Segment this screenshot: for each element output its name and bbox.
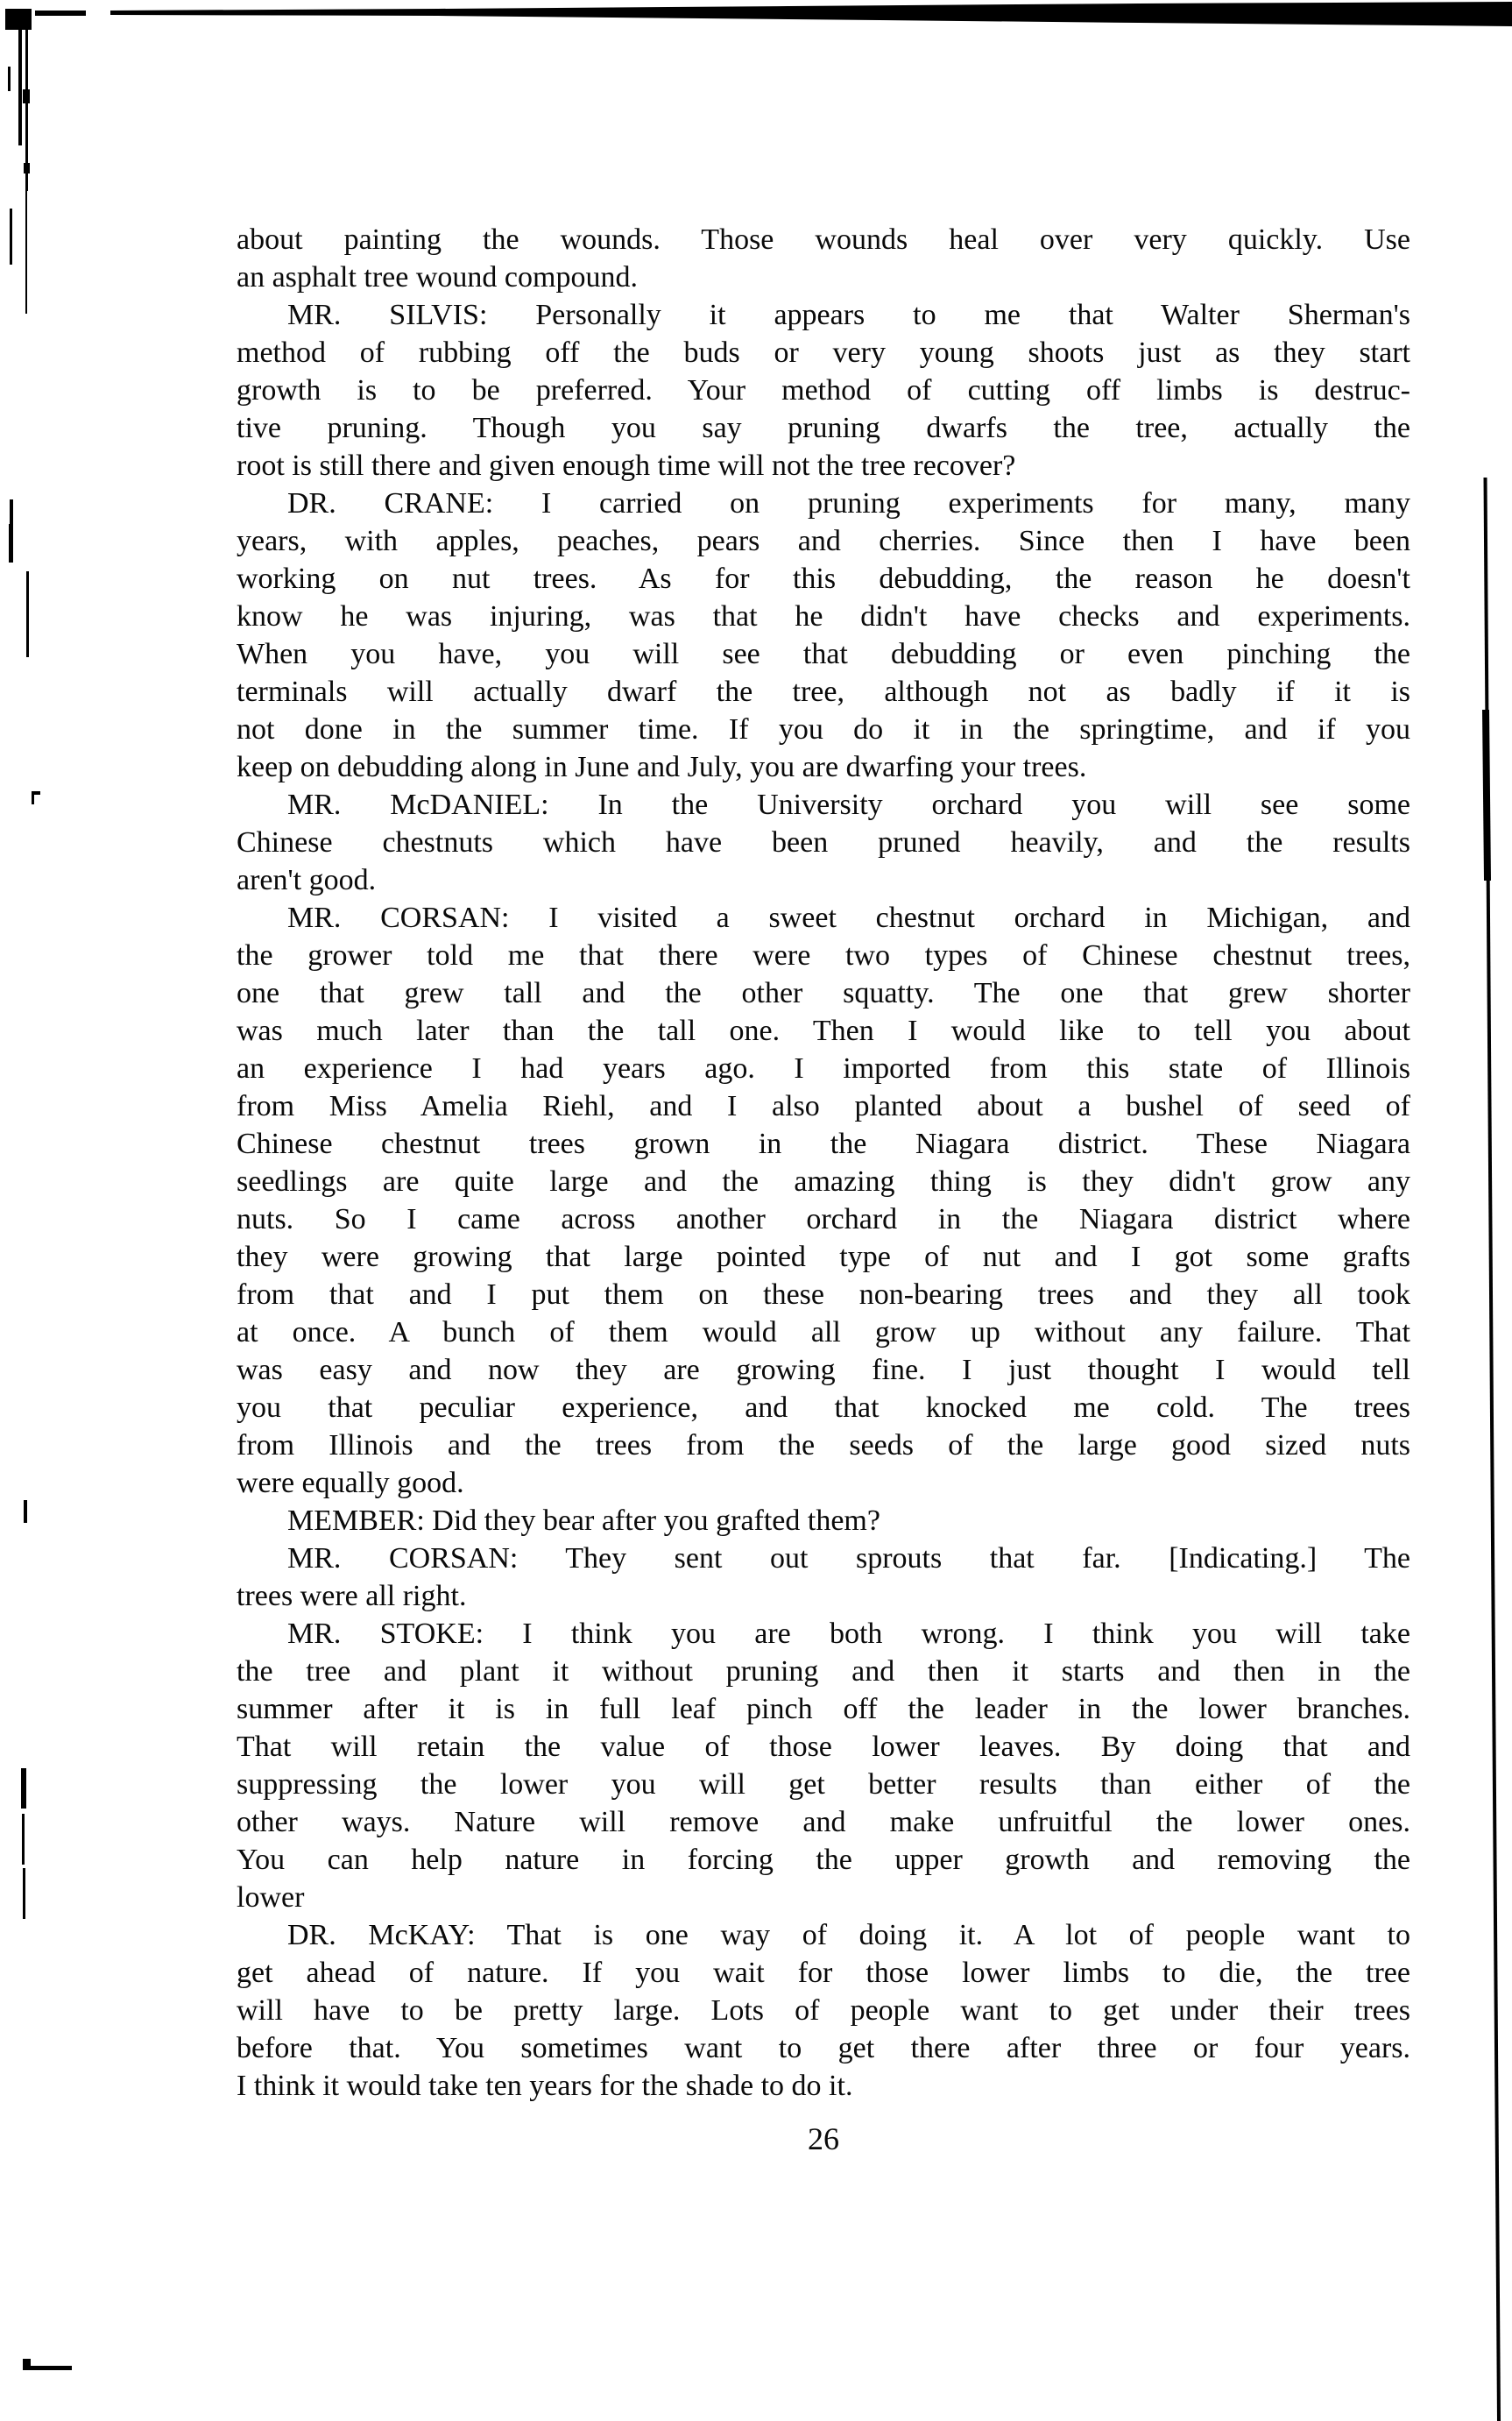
text-line: lower [237, 1881, 305, 1914]
text-line: Chinese chestnut trees grown in the Niagara district. These Niagara [237, 1128, 1410, 1160]
text-line: DR. CRANE: I carried on pruning experiments for many, many [287, 487, 1410, 520]
text-line: know he was injuring, was that he didn't have checks and experiments. [237, 600, 1410, 633]
text-line: the grower told me that there were two types of Chinese chestnut trees, [237, 939, 1410, 972]
text-line: aren't good. [237, 864, 377, 896]
edge-mark-artifact [21, 1768, 26, 1809]
text-line: Chinese chestnuts which have been pruned heavily, and the results [237, 826, 1410, 859]
text-line: trees were all right. [237, 1580, 467, 1612]
text-line: was easy and now they are growing fine. I just thought I would tell [237, 1354, 1410, 1386]
edge-mark-artifact [22, 1814, 25, 1865]
text-line: seedlings are quite large and the amazing thing is they didn't grow any [237, 1165, 1410, 1198]
edge-mark-artifact [25, 2366, 72, 2370]
edge-mark-artifact [26, 571, 29, 657]
text-line: the tree and plant it without pruning and then it starts and then in the [237, 1655, 1410, 1688]
edge-mark-artifact [9, 524, 13, 563]
edge-mark-artifact [32, 791, 40, 795]
edge-mark-artifact [10, 499, 13, 527]
text-line: years, with apples, peaches, pears and cherries. Since then I have been [237, 525, 1410, 557]
text-line: before that. You sometimes want to get there after three or four years. [237, 2032, 1410, 2064]
text-line: I think it would take ten years for the shade to do it. [237, 2070, 853, 2102]
right-border-artifact [1486, 478, 1500, 2421]
text-line: suppressing the lower you will get better results than either of the [237, 1768, 1410, 1801]
edge-mark-artifact [25, 191, 27, 314]
text-line: get ahead of nature. If you wait for those lower limbs to die, the tree [237, 1957, 1410, 1989]
right-border-thick-artifact [1486, 710, 1487, 881]
text-line: will have to be pretty large. Lots of people want to get under their trees [237, 1994, 1410, 2027]
text-line: you that peculiar experience, and that knocked me cold. The trees [237, 1391, 1410, 1424]
corner-blot-artifact [5, 9, 32, 30]
edge-mark-artifact [24, 163, 30, 173]
text-line: method of rubbing off the buds or very young shoots just as they start [237, 336, 1410, 369]
text-line: MR. STOKE: I think you are both wrong. I think you will take [287, 1618, 1410, 1650]
text-line: about painting the wounds. Those wounds heal over very quickly. Use [237, 223, 1410, 256]
text-line: summer after it is in full leaf pinch off the leader in the lower branches. [237, 1693, 1410, 1725]
top-border-artifact [110, 2, 1512, 26]
edge-mark-artifact [18, 14, 22, 145]
text-line: they were growing that large pointed type of nut and I got some grafts [237, 1241, 1410, 1273]
edge-mark-artifact [10, 209, 12, 265]
edge-mark-artifact [25, 16, 28, 191]
edge-mark-artifact [23, 1868, 25, 1919]
text-line: keep on debudding along in June and July, you are dwarfing your trees. [237, 751, 1087, 783]
text-line: from Illinois and the trees from the seeds of the large good sized nuts [237, 1429, 1410, 1462]
text-line: You can help nature in forcing the upper growth and removing the [237, 1844, 1410, 1876]
text-line: growth is to be preferred. Your method of cutting off limbs is destruc- [237, 374, 1410, 407]
text-line: an experience I had years ago. I imported from this state of Illinois [237, 1052, 1410, 1085]
text-line: was much later than the tall one. Then I would like to tell you about [237, 1015, 1410, 1047]
text-line: terminals will actually dwarf the tree, although not as badly if it is [237, 676, 1410, 708]
edge-mark-artifact [35, 11, 86, 16]
edge-mark-artifact [23, 89, 30, 103]
text-line: from Miss Amelia Riehl, and I also planted about a bushel of seed of [237, 1090, 1410, 1122]
edge-mark-artifact [32, 791, 34, 804]
text-line: tive pruning. Though you say pruning dwarfs the tree, actually the [237, 412, 1410, 444]
text-line: nuts. So I came across another orchard in the Niagara district where [237, 1203, 1410, 1235]
text-line: When you have, you will see that debudding or even pinching the [237, 638, 1410, 670]
text-line: other ways. Nature will remove and make unfruitful the lower ones. [237, 1806, 1410, 1838]
text-line: MR. CORSAN: They sent out sprouts that far. [Indicating.] The [287, 1542, 1410, 1575]
edge-mark-artifact [8, 67, 11, 91]
text-line: one that grew tall and the other squatty. The one that grew shorter [237, 977, 1410, 1009]
text-line: MR. McDANIEL: In the University orchard you will see some [287, 789, 1410, 821]
text-line: working on nut trees. As for this debudding, the reason he doesn't [237, 563, 1410, 595]
text-line: MEMBER: Did they bear after you grafted them? [287, 1504, 880, 1537]
edge-mark-artifact [23, 2359, 31, 2370]
text-line: MR. CORSAN: I visited a sweet chestnut orchard in Michigan, and [287, 902, 1410, 934]
text-line: MR. SILVIS: Personally it appears to me that Walter Sherman's [287, 299, 1410, 331]
edge-mark-artifact [24, 1500, 27, 1523]
text-line: DR. McKAY: That is one way of doing it. A lot of people want to [287, 1919, 1410, 1951]
page-number: 26 [808, 2121, 839, 2156]
text-line: from that and I put them on these non-bearing trees and they all took [237, 1278, 1410, 1311]
text-line: an asphalt tree wound compound. [237, 261, 638, 294]
text-line: not done in the summer time. If you do it in the springtime, and if you [237, 713, 1410, 746]
page-text-block [237, 221, 1410, 2105]
text-line: at once. A bunch of them would all grow up without any failure. That [237, 1316, 1410, 1349]
text-line: That will retain the value of those lower leaves. By doing that and [237, 1731, 1410, 1763]
text-line: were equally good. [237, 1467, 464, 1499]
text-line: root is still there and given enough time will not the tree recover? [237, 450, 1016, 482]
